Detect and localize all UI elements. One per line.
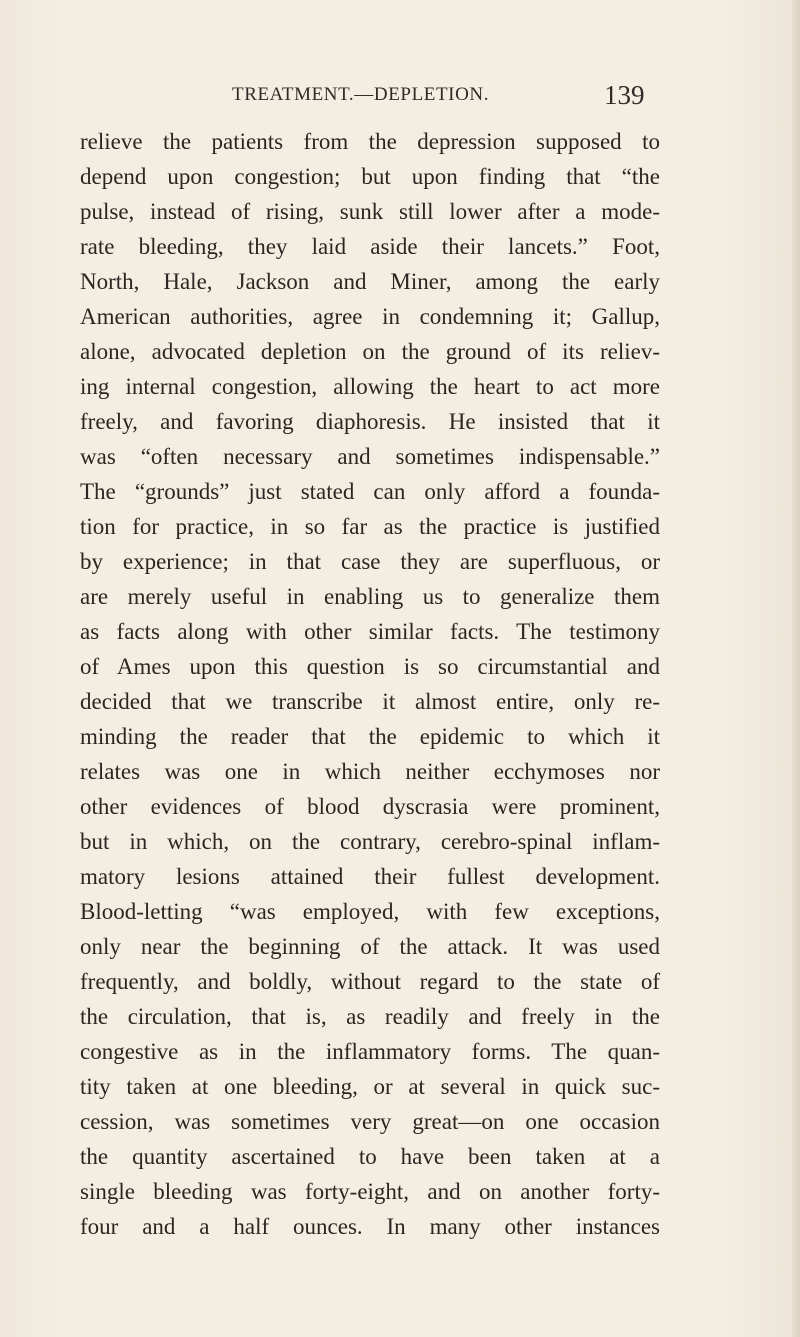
text-line: cession, was sometimes very great—on one occasion <box>80 1109 660 1134</box>
body-text <box>80 124 660 1244</box>
text-line: only near the beginning of the attack. It was used <box>80 934 660 959</box>
text-line: frequently, and boldly, without regard to the state of <box>80 969 660 994</box>
text-line: ing internal congestion, allowing the heart to act more <box>80 374 660 399</box>
text-line: are merely useful in enabling us to generalize them <box>80 584 660 609</box>
text-line: alone, advocated depletion on the ground of its reliev- <box>80 339 660 364</box>
text-line: of Ames upon this question is so circumstantial and <box>80 654 660 679</box>
text-line: tity taken at one bleeding, or at several in quick suc- <box>80 1074 660 1099</box>
text-line: tion for practice, in so far as the practice is justified <box>80 514 660 539</box>
text-line: minding the reader that the epidemic to which it <box>80 724 660 749</box>
text-line: other evidences of blood dyscrasia were prominent, <box>80 794 660 819</box>
text-line: North, Hale, Jackson and Miner, among the early <box>80 269 660 294</box>
text-line: Blood-letting “was employed, with few exceptions, <box>80 899 660 924</box>
running-head: TREATMENT.—DEPLETION. <box>232 84 490 105</box>
text-line: pulse, instead of rising, sunk still lower after a mode- <box>80 199 660 224</box>
text-line: relieve the patients from the depression supposed to <box>80 129 660 154</box>
text-line: American authorities, agree in condemning it; Gallup, <box>80 304 660 329</box>
page-number: 139 <box>604 80 645 110</box>
text-line: but in which, on the contrary, cerebro-spinal inflam- <box>80 829 660 854</box>
text-line: by experience; in that case they are superfluous, or <box>80 549 660 574</box>
text-line: the circulation, that is, as readily and freely in the <box>80 1004 660 1029</box>
text-line: as facts along with other similar facts. The testimony <box>80 619 660 644</box>
text-line: rate bleeding, they laid aside their lancets.” Foot, <box>80 234 660 259</box>
text-line: relates was one in which neither ecchymoses nor <box>80 759 660 784</box>
page-edge <box>792 0 800 1337</box>
text-line: matory lesions attained their fullest development. <box>80 864 660 889</box>
text-line: freely, and favoring diaphoresis. He insisted that it <box>80 409 660 434</box>
text-line: four and a half ounces. In many other instances <box>80 1214 660 1239</box>
text-line: congestive as in the inflammatory forms. The quan- <box>80 1039 660 1064</box>
text-line: The “grounds” just stated can only afford a founda- <box>80 479 660 504</box>
text-line: decided that we transcribe it almost entire, only re- <box>80 689 660 714</box>
text-line: was “often necessary and sometimes indispensable.” <box>80 444 660 469</box>
text-line: the quantity ascertained to have been taken at a <box>80 1144 660 1169</box>
text-line: single bleeding was forty-eight, and on another forty- <box>80 1179 660 1204</box>
text-line: depend upon congestion; but upon finding that “the <box>80 164 660 189</box>
